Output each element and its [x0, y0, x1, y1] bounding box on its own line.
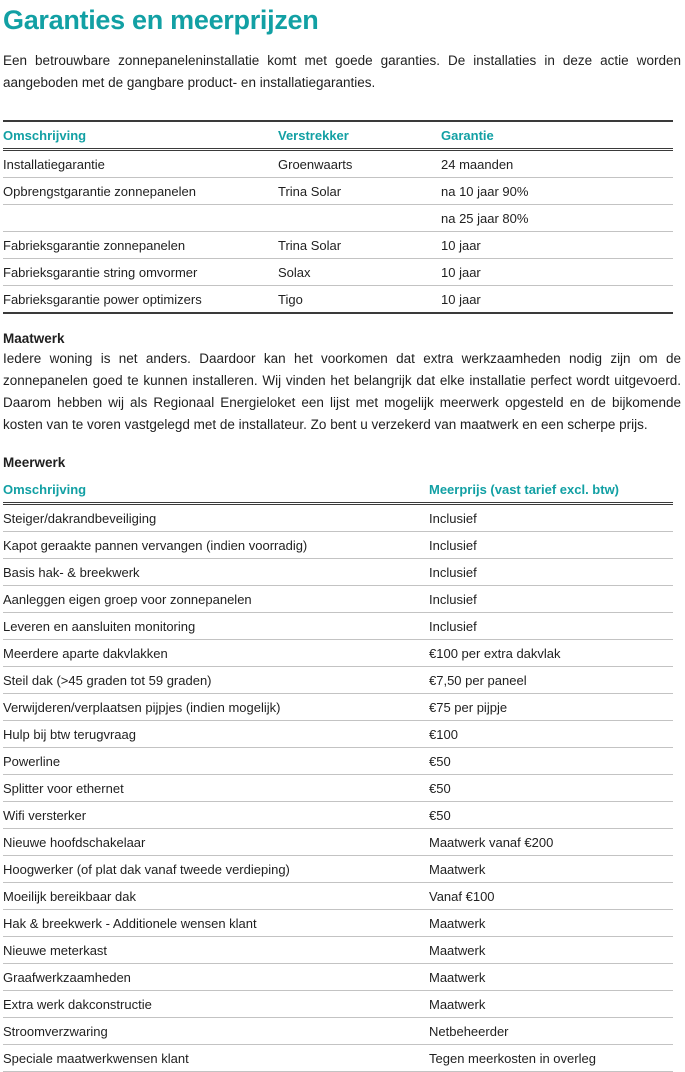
- table-cell: Meerdere aparte dakvlakken: [3, 640, 429, 667]
- table-cell: Maatwerk: [429, 937, 673, 964]
- column-header-garantie: Garantie: [441, 121, 673, 150]
- table-cell: Powerline: [3, 748, 429, 775]
- table-row: [3, 640, 673, 667]
- table-row: [3, 259, 673, 286]
- table-cell: Aanleggen eigen groep voor zonnepanelen: [3, 586, 429, 613]
- table-row: [3, 910, 673, 937]
- table-cell: Groenwaarts: [278, 150, 441, 178]
- table-row: [3, 937, 673, 964]
- table-cell: na 10 jaar 90%: [441, 178, 673, 205]
- table-cell: Installatiegarantie: [3, 150, 278, 178]
- header-row: [3, 121, 673, 150]
- table-cell: €100 per extra dakvlak: [429, 640, 673, 667]
- table-cell: €75 per pijpje: [429, 694, 673, 721]
- table-cell: Splitter voor ethernet: [3, 775, 429, 802]
- table-cell: Leveren en aansluiten monitoring: [3, 613, 429, 640]
- table-row: [3, 150, 673, 178]
- table-cell: Inclusief: [429, 613, 673, 640]
- table-row: [3, 613, 673, 640]
- table-cell: Solax: [278, 259, 441, 286]
- table-cell: Maatwerk: [429, 964, 673, 991]
- table-cell: Nieuwe hoofdschakelaar: [3, 829, 429, 856]
- table-cell: Steiger/dakrandbeveiliging: [3, 504, 429, 532]
- table-cell: €50: [429, 775, 673, 802]
- table-cell: €7,50 per paneel: [429, 667, 673, 694]
- table-cell: Maatwerk: [429, 856, 673, 883]
- table-cell: Fabrieksgarantie string omvormer: [3, 259, 278, 286]
- table-row: [3, 721, 673, 748]
- table-cell: Stroomverzwaring: [3, 1018, 429, 1045]
- table-cell: Fabrieksgarantie zonnepanelen: [3, 232, 278, 259]
- column-header-omschrijving: Omschrijving: [3, 121, 278, 150]
- table-cell: Inclusief: [429, 504, 673, 532]
- table-row: [3, 232, 673, 259]
- table-cell: [278, 205, 441, 232]
- meerwerk-table-body: [3, 504, 673, 1072]
- table-cell: Hoogwerker (of plat dak vanaf tweede verdieping): [3, 856, 429, 883]
- intro-paragraph: Een betrouwbare zonnepaneleninstallatie komt met goede garanties. De installaties in deze actie worden aangeboden met de gangbare product- en installatiegaranties.: [3, 53, 681, 90]
- maatwerk-heading: Maatwerk: [3, 331, 65, 346]
- page-title: Garanties en meerprijzen: [3, 5, 319, 35]
- table-cell: Netbeheerder: [429, 1018, 673, 1045]
- table-cell: Inclusief: [429, 586, 673, 613]
- warranty-table-header: [3, 121, 673, 150]
- meerwerk-table: [3, 476, 673, 1072]
- table-cell: Maatwerk vanaf €200: [429, 829, 673, 856]
- table-cell: Trina Solar: [278, 178, 441, 205]
- table-cell: 10 jaar: [441, 232, 673, 259]
- table-row: [3, 694, 673, 721]
- table-cell: Steil dak (>45 graden tot 59 graden): [3, 667, 429, 694]
- table-row: [3, 504, 673, 532]
- table-row: [3, 532, 673, 559]
- table-row: [3, 205, 673, 232]
- column-header-meerprijs: Meerprijs (vast tarief excl. btw): [429, 476, 673, 504]
- meerwerk-heading: Meerwerk: [3, 455, 66, 470]
- table-cell: Kapot geraakte pannen vervangen (indien voorradig): [3, 532, 429, 559]
- maatwerk-paragraph: Iedere woning is net anders. Daardoor kan het voorkomen dat extra werkzaamheden nodig zijn om de zonnepanelen goed te kunnen installeren. Wij vinden het belangrijk dat elke installatie perfect wordt uitgevoerd. Daarom hebben wij als Regionaal Energieloket een lijst met mogelijk meerwerk opgesteld en de bijkomende kosten van te voren vastgelegd met de installateur. Zo bent u verzekerd van maatwerk en een scherpe prijs.: [3, 351, 681, 432]
- table-row: [3, 883, 673, 910]
- table-cell: Basis hak- & breekwerk: [3, 559, 429, 586]
- table-row: [3, 1045, 673, 1072]
- table-cell: Extra werk dakconstructie: [3, 991, 429, 1018]
- table-cell: Fabrieksgarantie power optimizers: [3, 292, 202, 307]
- table-row: [3, 1018, 673, 1045]
- table-cell: Moeilijk bereikbaar dak: [3, 883, 429, 910]
- table-cell: Tigo: [278, 292, 303, 307]
- warranty-table: [3, 120, 673, 314]
- table-cell: Verwijderen/verplaatsen pijpjes (indien mogelijk): [3, 694, 429, 721]
- table-row: [3, 586, 673, 613]
- table-cell: Speciale maatwerkwensen klant: [3, 1045, 429, 1072]
- table-row: [3, 559, 673, 586]
- table-cell: na 25 jaar 80%: [441, 205, 673, 232]
- table-row: [3, 991, 673, 1018]
- warranty-table-body: [3, 150, 673, 314]
- table-cell: Inclusief: [429, 532, 673, 559]
- table-cell: Maatwerk: [429, 910, 673, 937]
- table-row: [3, 178, 673, 205]
- table-cell: Wifi versterker: [3, 802, 429, 829]
- table-row: [3, 964, 673, 991]
- meerwerk-table-header: [3, 476, 673, 504]
- column-header-verstrekker: Verstrekker: [278, 121, 441, 150]
- table-row: [3, 829, 673, 856]
- table-cell: Inclusief: [429, 559, 673, 586]
- table-row: [3, 667, 673, 694]
- table-row: [3, 802, 673, 829]
- table-cell: €50: [429, 802, 673, 829]
- table-cell: Opbrengstgarantie zonnepanelen: [3, 178, 278, 205]
- table-row: [3, 286, 673, 314]
- table-cell: Nieuwe meterkast: [3, 937, 429, 964]
- table-cell: €100: [429, 721, 673, 748]
- table-cell: Graafwerkzaamheden: [3, 964, 429, 991]
- table-cell: 10 jaar: [441, 292, 481, 307]
- table-row: [3, 775, 673, 802]
- table-cell: [3, 205, 278, 232]
- header-row: [3, 476, 673, 504]
- table-cell: Maatwerk: [429, 991, 673, 1018]
- table-cell: 10 jaar: [441, 259, 673, 286]
- table-cell: Tegen meerkosten in overleg: [429, 1045, 673, 1072]
- table-row: [3, 748, 673, 775]
- table-cell: Trina Solar: [278, 232, 441, 259]
- table-cell: Hak & breekwerk - Additionele wensen klant: [3, 910, 429, 937]
- column-header-omschrijving: Omschrijving: [3, 476, 429, 504]
- table-cell: Hulp bij btw terugvraag: [3, 721, 429, 748]
- table-row: [3, 856, 673, 883]
- table-cell: €50: [429, 748, 673, 775]
- table-cell: Vanaf €100: [429, 883, 673, 910]
- table-cell: 24 maanden: [441, 150, 673, 178]
